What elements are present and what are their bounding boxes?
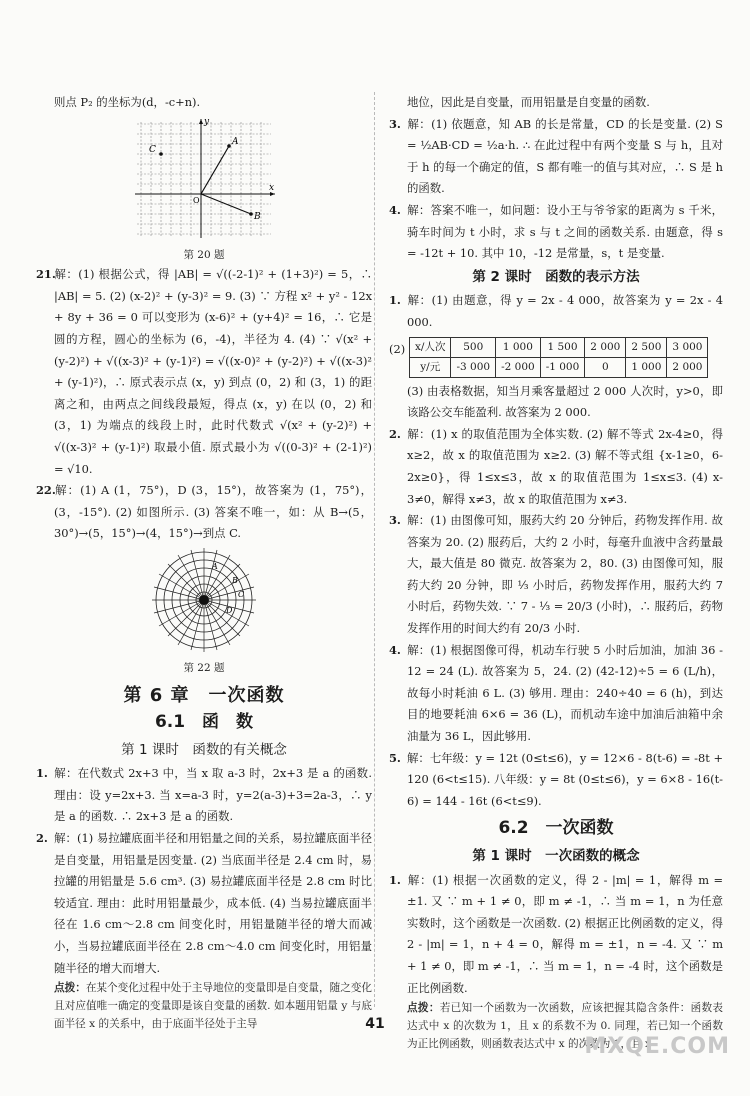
- table-header-cell: y/元: [410, 357, 451, 377]
- question-3: [389, 114, 723, 200]
- tip-label: 点拨：: [54, 982, 86, 995]
- question-number: 1.: [36, 766, 48, 781]
- answer-text: 解：(1) 依题意，知 AB 的长是常量，CD 的长是变量. (2) S = ½AB·CD = ½a·h. ∴ 在此过程中有两个变量 S 与 h，且对于 h 的每一个确定的值，S 都有唯一的值与其对应，∴ S 是 h 的函数.: [407, 116, 723, 196]
- table-header-cell: x/人次: [410, 337, 451, 357]
- tip-text: 在某个变化过程中处于主导地位的变量即是自变量，随之变化且对应值唯一确定的变量即是该自变量的函数. 如本题用铝量 y 与底面半径 x 的关系中，由于底面半径处于主导: [54, 982, 373, 1031]
- column-divider: [374, 92, 375, 1007]
- lesson2-question-5: [389, 748, 723, 813]
- answer-text: 解：(1) A (1，75°)，D (3，15°)，故答案为 (1，75°)，(3，-15°). (2) 如图所示. (3) 答案不唯一，如：从 B→(5，30°)→(5，15°)→(4，15°)→到点 C.: [54, 483, 372, 541]
- lesson2-question-1: [389, 290, 723, 333]
- lesson1-question-1: [36, 763, 372, 828]
- polar-grid-figure: [134, 547, 274, 653]
- data-table: [409, 337, 708, 378]
- lesson2-question-4: [389, 640, 723, 748]
- table-cell: 0: [585, 357, 626, 377]
- answer-text: 解：(1) 根据图像可得，机动车行驶 5 小时后加油，加油 36 - 12 = 24 (L). 故答案为 5，24. (2) (42-12)÷5 = 6 (L/h)，故每小时耗油 6 L. (3) 够用. 理由：240÷40 = 6 (h)，到达目的地要耗油 6×6 = 36 (L)，而机动车途中加油后油箱中余油量为 36 L，因此够用.: [407, 642, 723, 744]
- table-cell: 1 000: [496, 337, 541, 357]
- figure-22-caption: 第 22 题: [183, 661, 225, 674]
- answer-text: 解：(1) x 的取值范围为全体实数. (2) 解不等式 2x-4≥0，得 x≥2，故 x 的取值范围为 x≥2. (3) 解不等式组 {x-1≥0，6-2x≥0}，得 1≤x≤3，故 x 的取值范围为 1≤x≤3. (4) x-3≠0，解得 x≠3，故 x 的取值范围为 x≠3.: [407, 426, 723, 506]
- question-number: 4.: [389, 202, 401, 217]
- question-4: [389, 200, 723, 265]
- table-cell: -3 000: [451, 357, 496, 377]
- table-cell: 2 000: [585, 337, 626, 357]
- left-column: [36, 92, 372, 1033]
- table-cell: 1 500: [540, 337, 585, 357]
- answer-text: 解：在代数式 2x+3 中，当 x 取 a-3 时，2x+3 是 a 的函数. 理由：设 y=2x+3. 当 x=a-3 时，y=2(a-3)+3=2a-3，∴ y 是 a 的函数. ∴ 2x+3 是 a 的函数.: [54, 766, 372, 824]
- right-column: [389, 92, 723, 1053]
- svg-text:x: x: [269, 182, 275, 193]
- table-cell: -2 000: [496, 357, 541, 377]
- figure-22: [36, 547, 372, 675]
- question-number: 2.: [389, 426, 401, 441]
- question-21: [36, 264, 372, 480]
- intro-paragraph: 则点 P₂ 的坐标为(d，-c+n).: [54, 95, 201, 109]
- lesson2-question-2: [389, 424, 723, 510]
- figure-20-caption: 第 20 题: [183, 249, 225, 262]
- lesson3-question-1: [389, 870, 723, 1000]
- lesson-title: 第 1 课时 函数的有关概念: [121, 741, 287, 758]
- svg-text:D: D: [226, 605, 233, 615]
- table-cell: 500: [451, 337, 496, 357]
- data-table-wrapper: [389, 337, 723, 378]
- svg-text:C: C: [238, 589, 245, 599]
- figure-20: [36, 116, 372, 263]
- lesson2-question-1-continued: (3) 由表格数据，知当月乘客量超过 2 000 人次时，y>0，即该路公交车能盈利. 故答案为 2 000.: [407, 383, 723, 420]
- table-prefix: (2): [389, 341, 406, 356]
- svg-text:A: A: [232, 136, 239, 147]
- answer-text: 解：答案不唯一，如问题：设小王与爷爷家的距离为 s 千米，骑车时间为 t 小时，求 s 与 t 之间的函数关系. 由题意，得 s = -12t + 10. 其中 10，-12 是常量，s，t 是变量.: [407, 202, 723, 261]
- question-number: 2.: [36, 831, 48, 846]
- question-22: [36, 480, 372, 545]
- lesson-title: 第 2 课时 函数的表示方法: [472, 268, 640, 285]
- answer-text: 解：(1) 根据公式，得 |AB| = √((-2-1)² + (1+3)²) = 5，∴ |AB| = 5. (2) (x-2)² + (y-3)² = 9. (3) ∵ 方程 x² + y² - 12x + 8y + 36 = 0 可以变形为 (x-6)² + (y+4)² = 16，∴ 它是圆的方程，圆心的坐标为 (6，-4)，半径为 4. (4) ∵ √(x² + (y-2)²) + √((x-3)² + (y-1)²) = √((x-0)² + (y-2)²) + √((x-3)² + (y-1)²)，∴ 原式表示点 (x，y) 到点 (0，2) 和 (3，1) 的距离之和，由两点之间线段最短，得点 (x，y) 在以 (0，2) 和 (3，1) 为端点的线段上时，此时代数式 √(x² + (y-2)²) + √((x-3)² + (y-1)²) 取最小值. 原式最小为 √((0-3)² + (2-1)²) = √10.: [54, 267, 372, 476]
- table-cell: 1 000: [626, 357, 667, 377]
- tip-text: 若已知一个函数为一次函数，应该把握其隐含条件：函数表达式中 x 的次数为 1，且 x 的系数不为 0. 同理，若已知一个函数为正比例函数，则函数表达式中 x 的次数为 1，且 x: [407, 1002, 724, 1051]
- question-number: 3.: [389, 116, 401, 131]
- question-number: 22.: [36, 483, 56, 498]
- watermark: MXQE.COM: [584, 1034, 730, 1059]
- question-number: 5.: [389, 750, 401, 765]
- lesson1-question-2: [36, 828, 372, 979]
- svg-text:O: O: [193, 195, 200, 205]
- chapter-title: 第 6 章 一次函数: [123, 684, 285, 706]
- page-number: 41: [365, 1016, 385, 1032]
- svg-text:y: y: [204, 116, 210, 127]
- section-title: 6.1 函 数: [154, 712, 254, 733]
- table-row: [410, 357, 708, 377]
- table-row: [410, 337, 708, 357]
- answer-text: 解：(1) 根据一次函数的定义，得 2 - |m| = 1，解得 m = ±1. 又 ∵ m + 1 ≠ 0，即 m ≠ -1，∴ 当 m = 1，n 为任意实数时，这个函数是一次函数. (2) 根据正比例函数的定义，得 2 - |m| = 1，n + 4 = 0，解得 m = ±1，n = -4. 又 ∵ m + 1 ≠ 0，即 m ≠ -1，∴ 当 m = 1，n = -4 时，这个函数是正比例函数.: [407, 872, 723, 995]
- lesson-title: 第 1 课时 一次函数的概念: [472, 848, 640, 864]
- table-cell: 2 500: [626, 337, 667, 357]
- table-cell: 3 000: [667, 337, 708, 357]
- answer-text: 解：(1) 由题意，得 y = 2x - 4 000，故答案为 y = 2x - 4 000.: [407, 293, 723, 329]
- coordinate-grid-figure: [129, 116, 279, 241]
- question-number: 1.: [389, 872, 401, 887]
- table-cell: 2 000: [667, 357, 708, 377]
- section-title: 6.2 一次函数: [498, 818, 614, 839]
- question-number: 1.: [389, 293, 401, 308]
- question-number: 3.: [389, 513, 401, 528]
- answer-text: 解：(1) 由图像可知，服药大约 20 分钟后，药物发挥作用. 故答案为 20. (2) 服药后，大约 2 小时，每毫升血液中含药量最大，最大值是 80 微克. 故答案为 2，80. (3) 由图像可知，服药大约 20 分钟，即 ⅓ 小时后，药物发挥作用，服药大约 7 小时后，药物失效. ∵ 7 - ⅓ = 20/3 (小时)，∴ 服药后，药物发挥作用的时间大约有 20/3 小时.: [407, 513, 723, 636]
- question-number: 21.: [36, 267, 56, 282]
- answer-text: 解：(1) 易拉罐底面半径和用铝量之间的关系，易拉罐底面半径是自变量，用铝量是因变量. (2) 当底面半径是 2.4 cm 时，易拉罐的用铝量是 5.6 cm³. (3) 易拉罐底面半径是 2.8 cm 时比较适宜. 理由：此时用铝量最少，成本低. (4) 当易拉罐底面半径在 1.6 cm～2.8 cm 间变化时，用铝量随半径的增大而减小，当易拉罐底面半径在 2.8 cm～4.0 cm 间变化时，用铝量随半径的增大而增大.: [54, 831, 372, 975]
- svg-text:B: B: [232, 575, 238, 585]
- question-number: 4.: [389, 642, 401, 657]
- lesson2-question-3: [389, 510, 723, 640]
- answer-text: 解：七年级：y = 12t (0≤t≤6)，y = 12×6 - 8(t-6) = -8t + 120 (6<t≤15). 八年级：y = 8t (0≤t≤6)，y = 6×8 - 16(t-6) = 144 - 16t (6<t≤9).: [407, 750, 723, 808]
- svg-text:C: C: [149, 144, 156, 155]
- svg-text:A: A: [212, 561, 218, 571]
- continuation-paragraph: 地位，因此是自变量，而用铝量是自变量的函数.: [407, 95, 650, 109]
- tip-label: 点拨：: [407, 1002, 440, 1015]
- svg-text:B: B: [254, 211, 261, 222]
- table-cell: -1 000: [540, 357, 585, 377]
